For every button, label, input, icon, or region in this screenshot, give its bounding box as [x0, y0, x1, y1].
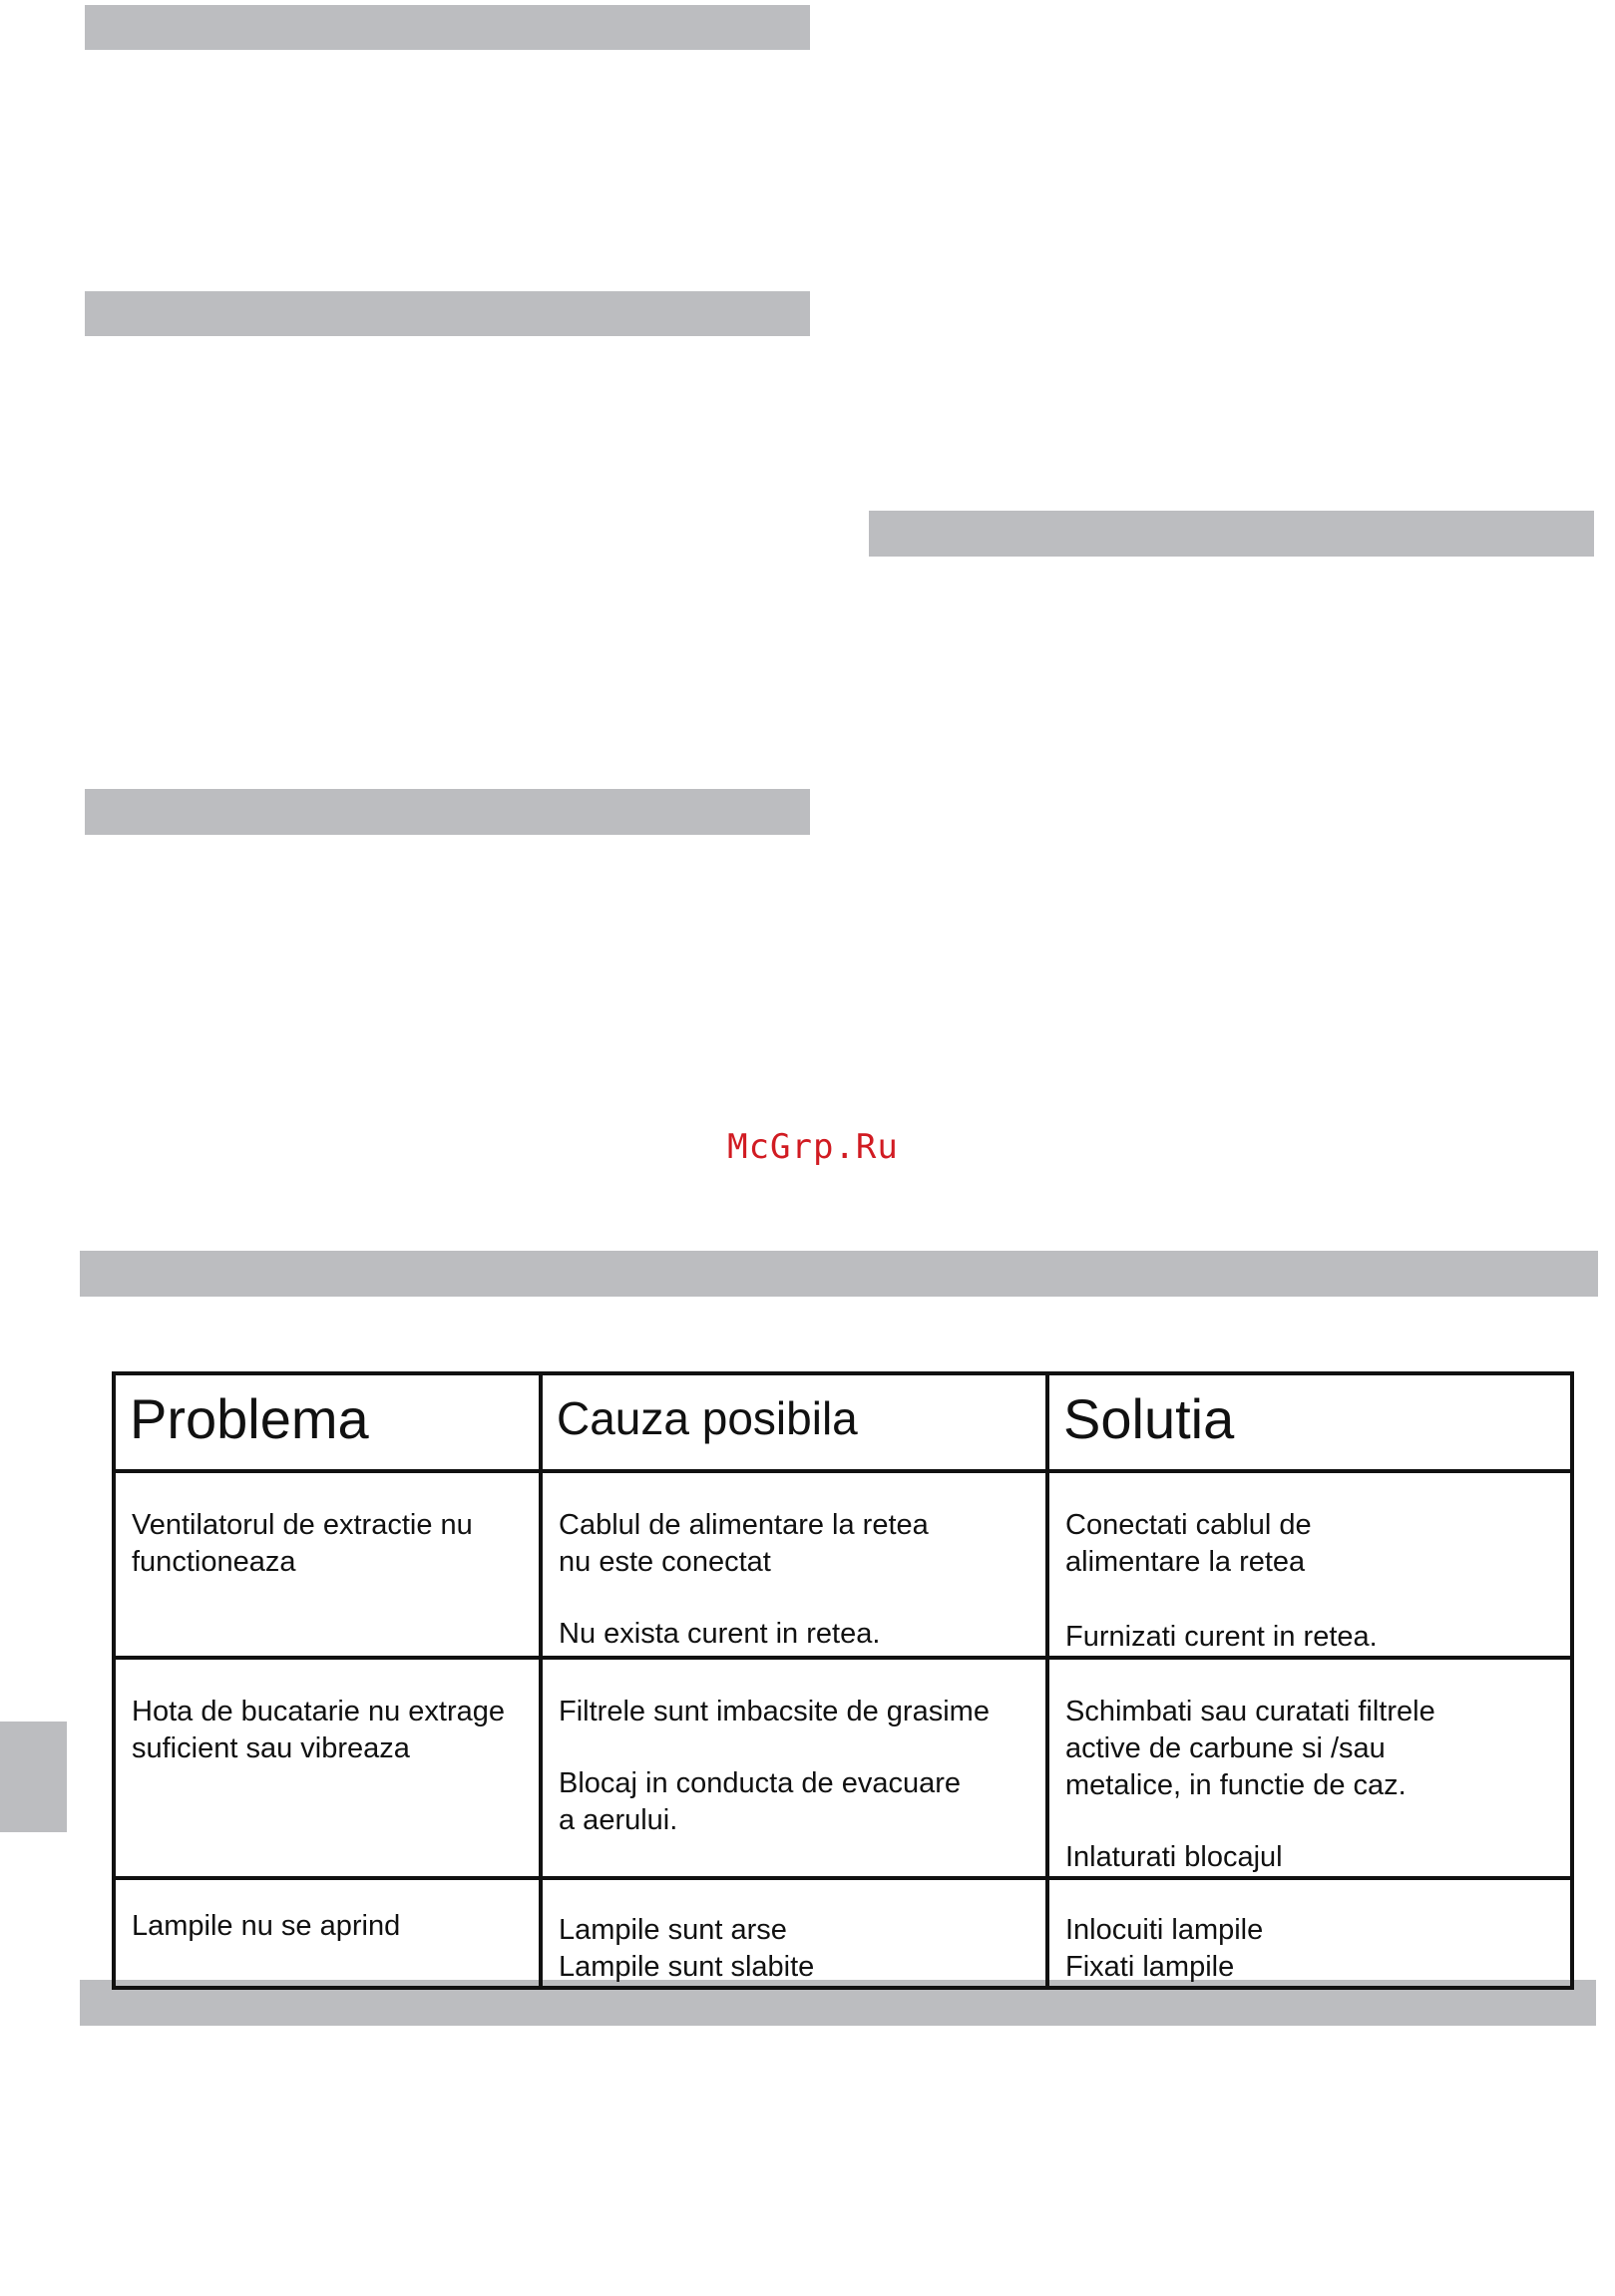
solution-text: metalice, in functie de caz.: [1065, 1769, 1407, 1801]
cause-text: a aerului.: [559, 1804, 678, 1836]
troubleshooting-header-bar: [80, 1251, 1598, 1297]
cause-text: Cablul de alimentare la retea: [559, 1509, 929, 1541]
table-row: [114, 1658, 1572, 1878]
problem-cell: [114, 1878, 541, 1988]
solution-cell: [1047, 1878, 1572, 1988]
solution-text: Conectati cablul de: [1065, 1509, 1312, 1541]
cause-text: Blocaj in conducta de evacuare: [559, 1767, 962, 1799]
solution-text: Furnizati curent in retea.: [1065, 1621, 1378, 1653]
solution-text: Inlocuiti lampile: [1065, 1914, 1264, 1946]
cause-cell: [541, 1471, 1047, 1658]
cause-text: Lampile sunt arse: [559, 1914, 787, 1946]
solution-text: Inlaturati blocajul: [1065, 1841, 1283, 1873]
problem-cell: [114, 1658, 541, 1878]
problem-text: functioneaza: [132, 1546, 296, 1578]
section-header-bar: [85, 291, 810, 336]
problem-cell: [114, 1471, 541, 1658]
header-cauza-posibila: Cauza posibila: [541, 1373, 1047, 1471]
table-header-row: [114, 1373, 1572, 1471]
table-row: [114, 1878, 1572, 1988]
cause-text: nu este conectat: [559, 1546, 771, 1578]
watermark[interactable]: McGrp.Ru: [727, 1127, 899, 1167]
solution-text: active de carbune si /sau: [1065, 1732, 1386, 1764]
problem-text: Lampile nu se aprind: [132, 1910, 401, 1942]
cause-cell: [541, 1878, 1047, 1988]
problem-text: suficient sau vibreaza: [132, 1732, 410, 1764]
page-side-tab: [0, 1722, 67, 1832]
troubleshooting-table: [112, 1371, 1574, 1990]
cause-text: Filtrele sunt imbacsite de grasime: [559, 1696, 990, 1727]
solution-text: Fixati lampile: [1065, 1951, 1235, 1983]
solution-cell: [1047, 1658, 1572, 1878]
header-problema: Problema: [114, 1373, 541, 1471]
solution-text: Schimbati sau curatati filtrele: [1065, 1696, 1435, 1727]
table-row: [114, 1471, 1572, 1658]
solution-text: alimentare la retea: [1065, 1546, 1306, 1578]
cause-text: Nu exista curent in retea.: [559, 1618, 881, 1650]
section-header-bar: [85, 789, 810, 835]
header-solutia: Solutia: [1047, 1373, 1572, 1471]
problem-text: Ventilatorul de extractie nu: [132, 1509, 473, 1541]
problem-text: Hota de bucatarie nu extrage: [132, 1696, 506, 1727]
section-header-bar: [85, 5, 810, 50]
cause-text: Lampile sunt slabite: [559, 1951, 815, 1983]
cause-cell: [541, 1658, 1047, 1878]
section-header-bar: [869, 511, 1594, 557]
solution-cell: [1047, 1471, 1572, 1658]
